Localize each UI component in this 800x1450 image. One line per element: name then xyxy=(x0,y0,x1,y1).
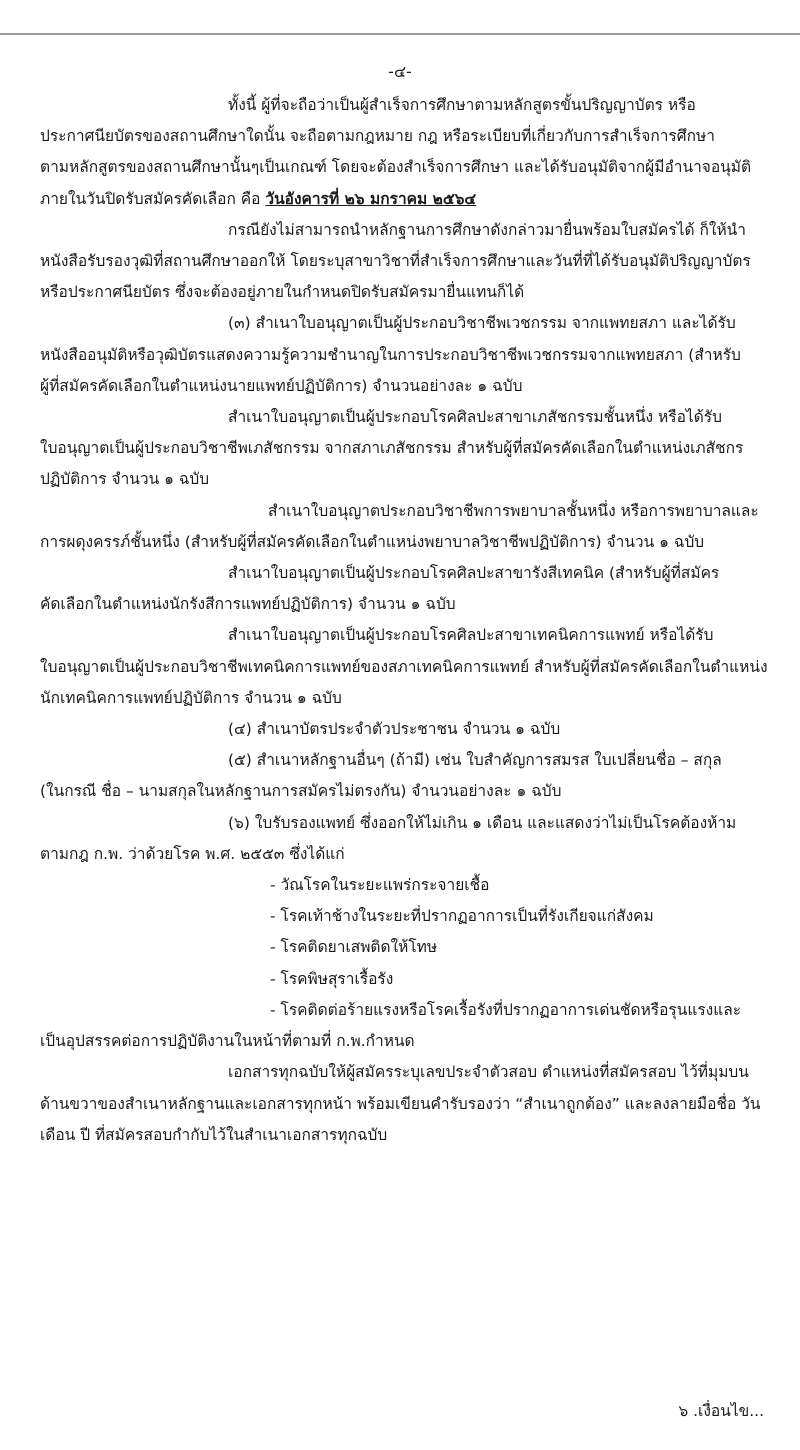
paragraph-document-certification xyxy=(40,1057,764,1151)
text-line: (ในกรณี ชื่อ – นามสกุลในหลักฐานการสมัครไม่ตรงกัน) จำนวนอย่างละ ๑ ฉบับ xyxy=(40,782,562,801)
paragraph-pharmacy-license xyxy=(40,402,764,496)
paragraph-nursing-license xyxy=(40,496,764,558)
text-line: ใบอนุญาตเป็นผู้ประกอบวิชาชีพเภสัชกรรม จากสภาเภสัชกรรม สำหรับผู้ที่สมัครคัดเลือกในตำแหน่งเภสัชกร xyxy=(40,439,744,458)
paragraph-item-5-other-documents xyxy=(40,745,764,807)
paragraph-item-4-id-card xyxy=(40,714,764,745)
continuation-note: ๖ .เงื่อนไข... xyxy=(678,1402,764,1420)
text-line: หนังสือรับรองวุฒิที่สถานศึกษาออกให้ โดยระบุสาขาวิชาที่สำเร็จการศึกษาและวันที่ที่ได้รับอนุมัติปริญญาบัตร xyxy=(40,252,751,271)
text-line: หนังสืออนุมัติหรือวุฒิบัตรแสดงความรู้ความชำนาญในการประกอบวิชาชีพเวชกรรมจากแพทยสภา (สำหรับ xyxy=(40,345,741,364)
text-line: คัดเลือกในตำแหน่งนักรังสีการแพทย์ปฏิบัติการ) จำนวน ๑ ฉบับ xyxy=(40,595,456,614)
prohibited-diseases-list xyxy=(40,870,764,1057)
text-line: สำเนาใบอนุญาตเป็นผู้ประกอบโรคศิลปะสาขาเทคนิคการแพทย์ หรือได้รับ xyxy=(228,626,714,645)
paragraph-graduation-criteria xyxy=(40,90,764,215)
deadline-date: วันอังคารที่ ๒๖ มกราคม ๒๕๖๔ xyxy=(265,189,477,208)
text-line: ใบอนุญาตเป็นผู้ประกอบวิชาชีพเทคนิคการแพทย์ของสภาเทคนิคการแพทย์ สำหรับผู้ที่สมัครคัดเลือกในตำแหน่ง xyxy=(40,657,768,676)
text-line: (๓) สำเนาใบอนุญาตเป็นผู้ประกอบวิชาชีพเวชกรรม จากแพทยสภา และได้รับ xyxy=(228,314,736,333)
text-line: กรณียังไม่สามารถนำหลักฐานการศึกษาดังกล่าวมายื่นพร้อมใบสมัครได้ ก็ให้นำ xyxy=(228,220,746,239)
text-line: สำเนาใบอนุญาตเป็นผู้ประกอบโรคศิลปะสาขาเภสัชกรรมชั้นหนึ่ง หรือได้รับ xyxy=(228,408,722,427)
list-item: - โรคพิษสุราเรื้อรัง xyxy=(270,969,394,988)
text-line: นักเทคนิคการแพทย์ปฏิบัติการ จำนวน ๑ ฉบับ xyxy=(40,688,342,707)
text-line: (๖) ใบรับรองแพทย์ ซึ่งออกให้ไม่เกิน ๑ เดือน และแสดงว่าไม่เป็นโรคต้องห้าม xyxy=(228,813,737,832)
text-line: ประกาศนียบัตรของสถานศึกษาใดนั้น จะถือตามกฎหมาย กฎ หรือระเบียบที่เกี่ยวกับการสำเร็จการศึกษา xyxy=(40,127,715,146)
paragraph-item-6-medical-certificate xyxy=(40,808,764,870)
text-line: สำเนาใบอนุญาตเป็นผู้ประกอบโรคศิลปะสาขารังสีเทคนิค (สำหรับผู้ที่สมัคร xyxy=(228,564,720,583)
text-line: เดือน ปี ที่สมัครสอบกำกับไว้ในสำเนาเอกสารทุกฉบับ xyxy=(40,1125,388,1144)
list-item: - วัณโรคในระยะแพร่กระจายเชื้อ xyxy=(270,876,490,895)
text-line: สำเนาใบอนุญาตประกอบวิชาชีพการพยาบาลชั้นหนึ่ง หรือการพยาบาลและ xyxy=(268,501,759,520)
list-item: - โรคติดยาเสพติดให้โทษ xyxy=(270,938,438,957)
document-body xyxy=(40,90,768,1151)
text-line: ปฏิบัติการ จำนวน ๑ ฉบับ xyxy=(40,470,210,489)
page-number: -๔- xyxy=(388,62,412,81)
text-line: หรือประกาศนียบัตร ซึ่งจะต้องอยู่ภายในกำหนดปิดรับสมัครมายื่นแทนก็ได้ xyxy=(40,283,525,302)
text-line: ตามกฎ ก.พ. ว่าด้วยโรค พ.ศ. ๒๕๕๓ ซึ่งได้แก่ xyxy=(40,844,345,863)
text-line: เอกสารทุกฉบับให้ผู้สมัครระบุเลขประจำตัวสอบ ตำแหน่งที่สมัครสอบ ไว้ที่มุมบน xyxy=(228,1063,749,1082)
text-line xyxy=(40,184,764,215)
paragraph-certificate-alternative xyxy=(40,215,764,309)
paragraph-radiology-license xyxy=(40,558,764,620)
text-line: (๕) สำเนาหลักฐานอื่นๆ (ถ้ามี) เช่น ใบสำคัญการสมรส ใบเปลี่ยนชื่อ – สกุล xyxy=(228,751,722,770)
text-line: การผดุงครรภ์ชั้นหนึ่ง (สำหรับผู้ที่สมัครคัดเลือกในตำแหน่งพยาบาลวิชาชีพปฏิบัติการ) จำนวน ๑ ฉบับ xyxy=(40,532,705,551)
list-item: - โรคติดต่อร้ายแรงหรือโรคเรื้อรังที่ปรากฏอาการเด่นชัดหรือรุนแรงและ xyxy=(270,1000,742,1019)
paragraph-medical-technology-license xyxy=(40,620,768,714)
text-line: (๔) สำเนาบัตรประจำตัวประชาชน จำนวน ๑ ฉบับ xyxy=(228,720,561,739)
text-line: ตามหลักสูตรของสถานศึกษานั้นๆเป็นเกณฑ์ โดยจะต้องสำเร็จการศึกษา และได้รับอนุมัติจากผู้มีอำนาจอนุมัติ xyxy=(40,158,752,177)
text-segment: ภายในวันปิดรับสมัครคัดเลือก คือ xyxy=(40,189,266,208)
text-line: ด้านขวาของสำเนาหลักฐานและเอกสารทุกหน้า พร้อมเขียนคำรับรองว่า “สำเนาถูกต้อง” และลงลายมือชื่อ วัน xyxy=(40,1094,761,1113)
text-line: ทั้งนี้ ผู้ที่จะถือว่าเป็นผู้สำเร็จการศึกษาตามหลักสูตรขั้นปริญญาบัตร หรือ xyxy=(228,96,696,114)
list-item-continuation: เป็นอุปสรรคต่อการปฏิบัติงานในหน้าที่ตามที่ ก.พ.กำหนด xyxy=(40,1032,415,1051)
text-line: ผู้ที่สมัครคัดเลือกในตำแหน่งนายแพทย์ปฏิบัติการ) จำนวนอย่างละ ๑ ฉบับ xyxy=(40,376,523,395)
list-item: - โรคเท้าช้างในระยะที่ปรากฏอาการเป็นที่รังเกียจแก่สังคม xyxy=(270,907,654,926)
top-border-line xyxy=(0,33,800,35)
paragraph-item-3-medical-license xyxy=(40,308,764,402)
